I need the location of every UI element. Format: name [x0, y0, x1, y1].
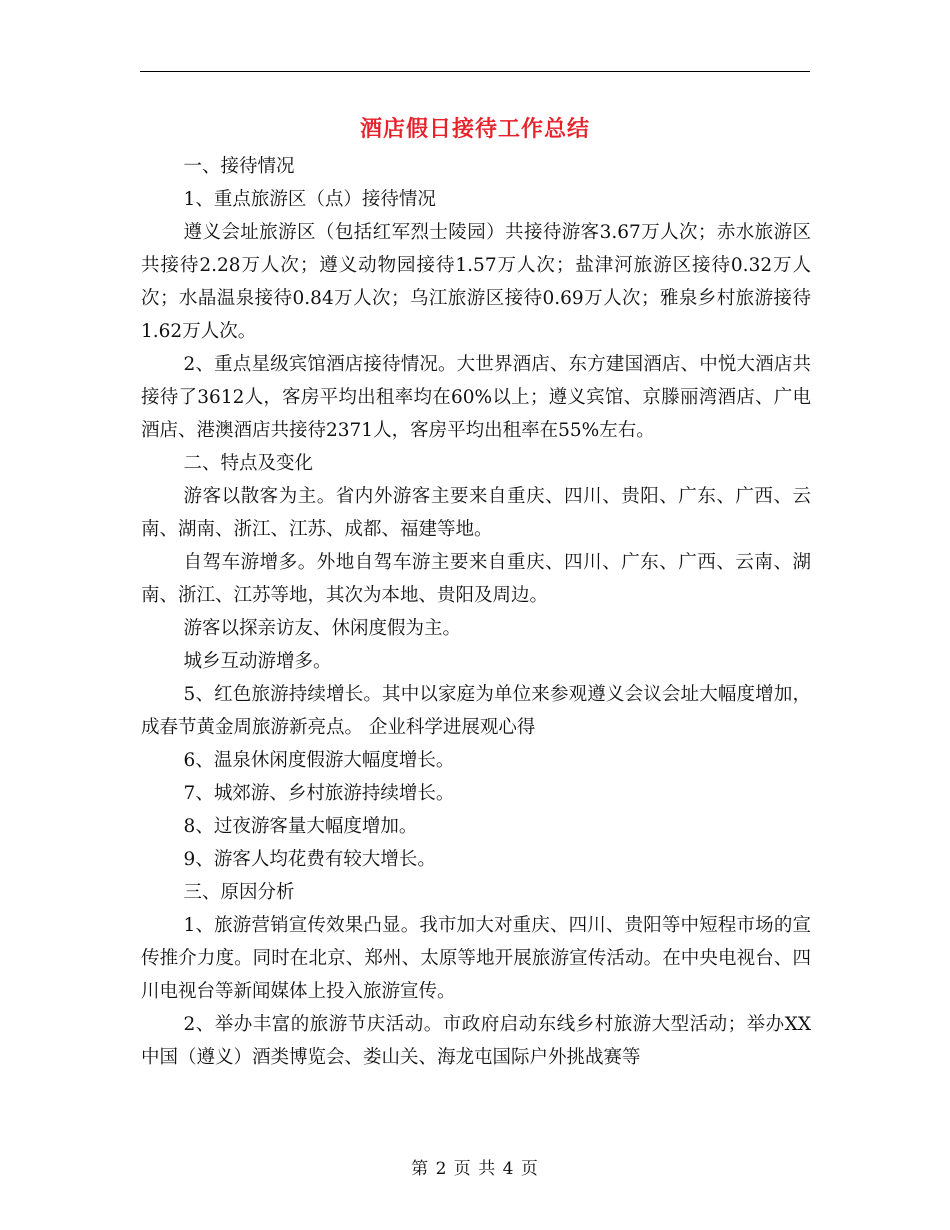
section-heading-analysis: 三、原因分析: [183, 882, 295, 903]
paragraph-festivals: 2、举办丰富的旅游节庆活动。市政府启动东线乡村旅游大型活动；举办XX中国（遵义）酒类博览会、娄山关、海龙屯国际户外挑战赛等: [141, 1014, 811, 1068]
paragraph-red-tourism: 5、红色旅游持续增长。其中以家庭为单位来参观遵义会议会址大幅度增加，成春节黄金周旅游新亮点。 企业科学进展观心得: [141, 684, 811, 738]
subsection-heading-scenic-areas: 1、重点旅游区（点）接待情况: [183, 189, 436, 210]
paragraph-visiting-relatives: 游客以探亲访友、休闲度假为主。: [183, 618, 462, 639]
paragraph-overnight-visitors: 8、过夜游客量大幅度增加。: [183, 816, 418, 837]
page-number-footer: 第 2 页 共 4 页: [411, 1159, 539, 1179]
paragraph-hotel-stats: 2、重点星级宾馆酒店接待情况。大世界酒店、东方建国酒店、中悦大酒店共接待了3612人，客房平均出租率均在60%以上；遵义宾馆、京滕丽湾酒店、广电酒店、港澳酒店共接待2371人，客房平均出租率在55%左右。: [141, 354, 811, 441]
paragraph-marketing: 1、旅游营销宣传效果凸显。我市加大对重庆、四川、贵阳等中短程市场的宣传推介力度。同时在北京、郑州、太原等地开展旅游宣传活动。在中央电视台、四川电视台等新闻媒体上投入旅游宣传。: [141, 915, 811, 1002]
document-body: [141, 150, 811, 1074]
document-title: 酒店假日接待工作总结: [359, 116, 590, 142]
paragraph-individual-tourists: 游客以散客为主。省内外游客主要来自重庆、四川、贵阳、广东、广西、云南、湖南、浙江、江苏、成都、福建等地。: [141, 486, 811, 540]
paragraph-urban-rural: 城乡互动游增多。: [183, 651, 332, 672]
paragraph-self-driving: 自驾车游增多。外地自驾车游主要来自重庆、四川、广东、广西、云南、湖南、浙江、江苏等地，其次为本地、贵阳及周边。: [141, 552, 811, 606]
header-rule: [140, 71, 810, 72]
paragraph-suburban-tourism: 7、城郊游、乡村旅游持续增长。: [183, 783, 455, 804]
section-heading-features: 二、特点及变化: [183, 453, 314, 474]
paragraph-hot-spring: 6、温泉休闲度假游大幅度增长。: [183, 750, 455, 771]
paragraph-per-capita-spending: 9、游客人均花费有较大增长。: [183, 849, 436, 870]
paragraph-scenic-area-stats: 遵义会址旅游区（包括红军烈士陵园）共接待游客3.67万人次；赤水旅游区共接待2.28万人次；遵义动物园接待1.57万人次；盐津河旅游区接待0.32万人次；水晶温泉接待0.84万人次；乌江旅游区接待0.69万人次；雅泉乡村旅游接待1.62万人次。: [141, 222, 811, 342]
section-heading-reception: 一、接待情况: [183, 156, 295, 177]
